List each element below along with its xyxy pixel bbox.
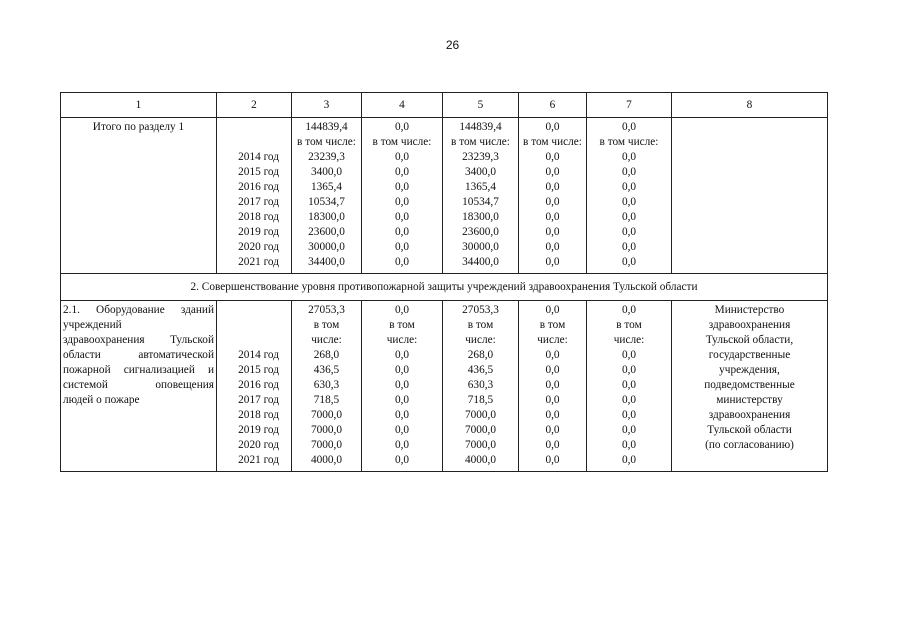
year-label: 2015 год <box>238 166 279 178</box>
responsible-line: министерству <box>716 394 783 406</box>
item-name-line: людей о пожаре <box>63 394 140 406</box>
value: числе: <box>613 334 645 346</box>
column-header: 5 <box>443 93 519 118</box>
column-header: 4 <box>362 93 443 118</box>
value: 0,0 <box>621 349 637 361</box>
value: 4000,0 <box>310 454 343 466</box>
value: 30000,0 <box>462 241 499 253</box>
value: в том <box>539 319 566 331</box>
value: 0,0 <box>545 226 560 238</box>
value: 1365,4 <box>464 181 497 193</box>
value: 0,0 <box>394 394 410 406</box>
total-row <box>61 118 828 274</box>
year-label: 2016 год <box>238 181 279 193</box>
item-name-line: области автоматической <box>63 349 214 361</box>
value: в том числе: <box>372 136 432 148</box>
item-col6-cell <box>519 301 587 472</box>
funding-table <box>60 92 828 472</box>
years-cell <box>217 301 292 472</box>
year-label: 2015 год <box>238 364 279 376</box>
column-header: 7 <box>587 93 672 118</box>
item-name-line: здравоохранения Тульской <box>63 334 214 346</box>
value: в том числе: <box>523 136 582 148</box>
value: в том <box>616 319 642 331</box>
value: 0,0 <box>545 364 560 376</box>
value: 0,0 <box>621 121 637 133</box>
year-label: 2021 год <box>238 454 279 466</box>
value: 34400,0 <box>462 256 499 268</box>
table-header-row <box>61 93 828 118</box>
value: 0,0 <box>545 424 560 436</box>
item-name-line: системой оповещения <box>63 379 214 391</box>
value: 718,5 <box>313 394 340 406</box>
value: в том числе: <box>599 136 659 148</box>
value: 0,0 <box>394 379 410 391</box>
value: 0,0 <box>621 439 637 451</box>
value: 0,0 <box>394 226 410 238</box>
year-label: 2020 год <box>238 439 279 451</box>
value: 436,5 <box>313 364 340 376</box>
value: 23239,3 <box>308 151 345 163</box>
year-label: 2017 год <box>238 196 279 208</box>
value: 0,0 <box>545 181 560 193</box>
value: 0,0 <box>545 166 560 178</box>
year-label: 2019 год <box>238 424 279 436</box>
responsible-cell <box>672 301 828 472</box>
year-label: 2014 год <box>238 349 279 361</box>
item-col5-cell <box>443 301 519 472</box>
value: 0,0 <box>394 424 410 436</box>
item-col7-cell <box>587 301 672 472</box>
value: 0,0 <box>394 304 410 316</box>
year-label: 2021 год <box>238 256 279 268</box>
item-name-line: пожарной сигнализацией и <box>63 364 214 376</box>
value: 718,5 <box>467 394 494 406</box>
value: 7000,0 <box>310 409 343 421</box>
value: 0,0 <box>621 454 637 466</box>
value: 0,0 <box>621 409 637 421</box>
column-header: 8 <box>672 93 828 118</box>
responsible-line: подведомственные <box>704 379 795 391</box>
value: 0,0 <box>394 256 410 268</box>
value: 18300,0 <box>462 211 499 223</box>
value: 268,0 <box>467 349 494 361</box>
value: числе: <box>311 334 342 346</box>
page-number: 26 <box>445 38 460 52</box>
value: 0,0 <box>621 181 637 193</box>
value: 10534,7 <box>308 196 345 208</box>
value: 0,0 <box>545 349 560 361</box>
value: 0,0 <box>545 379 560 391</box>
value: 3400,0 <box>310 166 343 178</box>
value: 18300,0 <box>308 211 345 223</box>
value: 23239,3 <box>462 151 499 163</box>
year-label: 2019 год <box>238 226 279 238</box>
column-header: 1 <box>61 93 217 118</box>
value: 1365,4 <box>310 181 343 193</box>
value: 0,0 <box>621 379 637 391</box>
value: 0,0 <box>621 196 637 208</box>
year-label: 2018 год <box>238 409 279 421</box>
total-col8-cell <box>672 118 828 274</box>
year-label: 2016 год <box>238 379 279 391</box>
years-cell <box>217 118 292 274</box>
value: 0,0 <box>545 454 560 466</box>
responsible-line: Тульской области <box>707 424 792 436</box>
value: 27053,3 <box>308 304 345 316</box>
value: 4000,0 <box>464 454 497 466</box>
value: 0,0 <box>394 454 410 466</box>
value: 0,0 <box>545 394 560 406</box>
total-label: Итого по разделу 1 <box>92 121 185 133</box>
value: 0,0 <box>621 364 637 376</box>
value: 0,0 <box>621 424 637 436</box>
value: 0,0 <box>545 304 560 316</box>
value: в том числе: <box>451 136 510 148</box>
value: в том числе: <box>297 136 356 148</box>
responsible-line: государственные <box>708 349 791 361</box>
value: 0,0 <box>621 166 637 178</box>
value: 0,0 <box>545 211 560 223</box>
value: 0,0 <box>545 409 560 421</box>
value: в том <box>313 319 340 331</box>
value: 0,0 <box>621 241 637 253</box>
total-col6-cell <box>519 118 587 274</box>
total-col7-cell <box>587 118 672 274</box>
section-row <box>61 274 828 301</box>
value: 27053,3 <box>462 304 499 316</box>
value: 0,0 <box>621 211 637 223</box>
value: 0,0 <box>394 409 410 421</box>
value: 0,0 <box>545 121 560 133</box>
value: 144839,4 <box>459 121 502 133</box>
total-label-cell <box>61 118 217 274</box>
value: 30000,0 <box>308 241 345 253</box>
responsible-line: здравоохранения <box>708 409 791 421</box>
total-col3-cell <box>292 118 362 274</box>
year-label: 2014 год <box>238 151 279 163</box>
value: числе: <box>386 334 418 346</box>
value: числе: <box>465 334 496 346</box>
value: 0,0 <box>394 121 410 133</box>
year-label: 2018 год <box>238 211 279 223</box>
item-name-cell <box>61 301 217 472</box>
value: 0,0 <box>621 151 637 163</box>
value: 0,0 <box>545 196 560 208</box>
value: 0,0 <box>545 151 560 163</box>
column-header: 6 <box>519 93 587 118</box>
value: 0,0 <box>394 196 410 208</box>
value: 0,0 <box>394 211 410 223</box>
value: 0,0 <box>394 166 410 178</box>
value: 0,0 <box>394 439 410 451</box>
responsible-line: здравоохранения <box>708 319 791 331</box>
total-col4-cell <box>362 118 443 274</box>
item-col4-cell <box>362 301 443 472</box>
column-header: 3 <box>292 93 362 118</box>
column-header: 2 <box>217 93 292 118</box>
value: 7000,0 <box>310 439 343 451</box>
value: 630,3 <box>313 379 340 391</box>
value: 7000,0 <box>310 424 343 436</box>
value: в том <box>467 319 494 331</box>
year-label: 2020 год <box>238 241 279 253</box>
value: 0,0 <box>545 439 560 451</box>
responsible-line: учреждения, <box>719 364 780 376</box>
value: 34400,0 <box>308 256 345 268</box>
value: 268,0 <box>313 349 340 361</box>
item-row <box>61 301 828 472</box>
value: числе: <box>537 334 568 346</box>
value: 7000,0 <box>464 409 497 421</box>
item-col3-cell <box>292 301 362 472</box>
value: 3400,0 <box>464 166 497 178</box>
year-label: 2017 год <box>238 394 279 406</box>
value: 0,0 <box>545 256 560 268</box>
value: 0,0 <box>621 304 637 316</box>
item-name-line: учреждений <box>63 319 122 331</box>
value: 0,0 <box>545 241 560 253</box>
value: 0,0 <box>621 226 637 238</box>
value: 436,5 <box>467 364 494 376</box>
value: 630,3 <box>467 379 494 391</box>
responsible-line: Тульской области, <box>705 334 794 346</box>
responsible-line: (по согласованию) <box>705 439 794 451</box>
value: 23600,0 <box>308 226 345 238</box>
value: 0,0 <box>394 241 410 253</box>
total-col5-cell <box>443 118 519 274</box>
value: 0,0 <box>621 256 637 268</box>
value: 7000,0 <box>464 439 497 451</box>
value: 7000,0 <box>464 424 497 436</box>
value: 0,0 <box>394 181 410 193</box>
section-title: 2. Совершенствование уровня противопожарной защиты учреждений здравоохранения Тульской области <box>61 274 828 301</box>
value: 10534,7 <box>462 196 499 208</box>
value: 0,0 <box>621 394 637 406</box>
value: 23600,0 <box>462 226 499 238</box>
value: в том <box>389 319 415 331</box>
value: 0,0 <box>394 364 410 376</box>
value: 0,0 <box>394 349 410 361</box>
item-name-line: 2.1. Оборудование зданий <box>63 304 214 316</box>
responsible-line: Министерство <box>714 304 785 316</box>
value: 144839,4 <box>305 121 348 133</box>
value: 0,0 <box>394 151 410 163</box>
